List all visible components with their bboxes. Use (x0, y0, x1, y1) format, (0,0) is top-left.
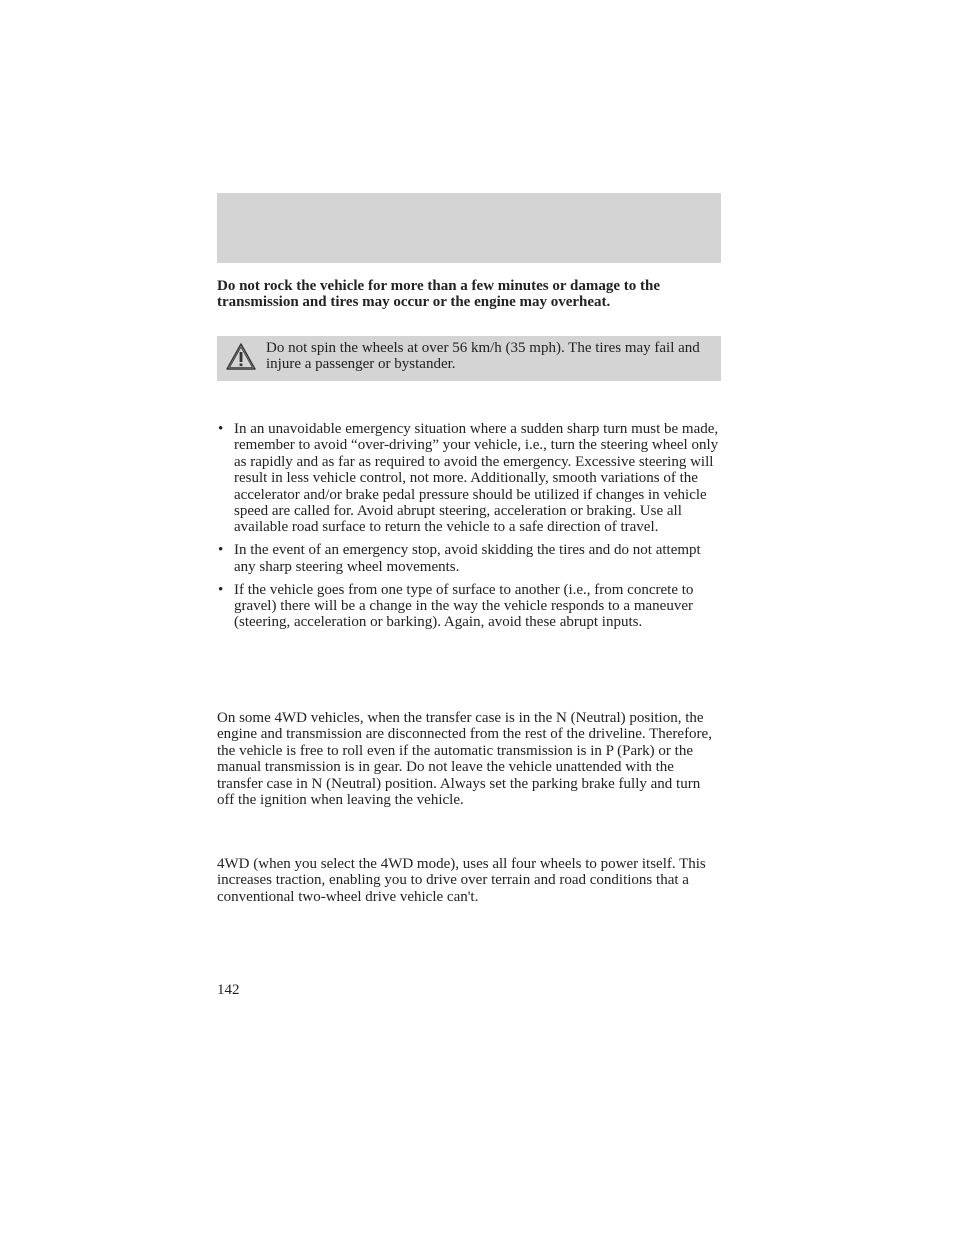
section-header-band (217, 193, 721, 263)
list-item-text: In the event of an emergency stop, avoid skidding the tires and do not attempt any sharp steering wheel movements. (234, 542, 701, 575)
caution-text: Do not spin the wheels at over 56 km/h (35 mph). The tires may fail and injure a passenger or bystander. (266, 340, 700, 373)
neutral-transfer-case-paragraph: On some 4WD vehicles, when the transfer case is in the N (Neutral) position, the engine and transmission are disconnected from the rest of the driveline. Therefore, the vehicle is free to roll even if the automatic transmission is in P (Park) or the manual transmission is in gear. Do not leave the vehicle unattended with the transfer case in N (Neutral) position. Always set the parking brake fully and turn off the ignition when leaving the vehicle. (217, 710, 712, 809)
warning-triangle-icon (225, 342, 257, 371)
list-item (217, 582, 721, 631)
list-item (217, 542, 721, 575)
bullet-icon: • (218, 542, 224, 559)
4wd-description-paragraph: 4WD (when you select the 4WD mode), uses all four wheels to power itself. This increases traction, enabling you to drive over terrain and road conditions that a conventional two-wheel drive vehicle can't. (217, 856, 706, 905)
rocking-warning: Do not rock the vehicle for more than a few minutes or damage to the transmission and tires may occur or the engine may overheat. (217, 278, 660, 311)
list-item (217, 421, 721, 536)
list-item-text: In an unavoidable emergency situation where a sudden sharp turn must be made, remember to avoid “over-driving” your vehicle, i.e., turn the steering wheel only as rapidly and as far as required to avoid the emergency. Excessive steering will result in less vehicle control, not more. Additionally, smooth variations of the accelerator and/or brake pedal pressure should be utilized if changes in vehicle speed are called for. Avoid abrupt steering, acceleration or braking. Use all available road surface to return the vehicle to a safe direction of travel. (234, 421, 719, 536)
list-item-text: If the vehicle goes from one type of surface to another (i.e., from concrete to gravel) there will be a change in the way the vehicle responds to a maneuver (steering, acceleration or barking). Again, avoid these abrupt inputs. (234, 581, 694, 631)
driving-tips-list (217, 421, 721, 637)
page-number: 142 (217, 982, 240, 998)
bullet-icon: • (218, 421, 224, 437)
caution-box (217, 336, 721, 381)
bullet-icon: • (218, 581, 224, 598)
